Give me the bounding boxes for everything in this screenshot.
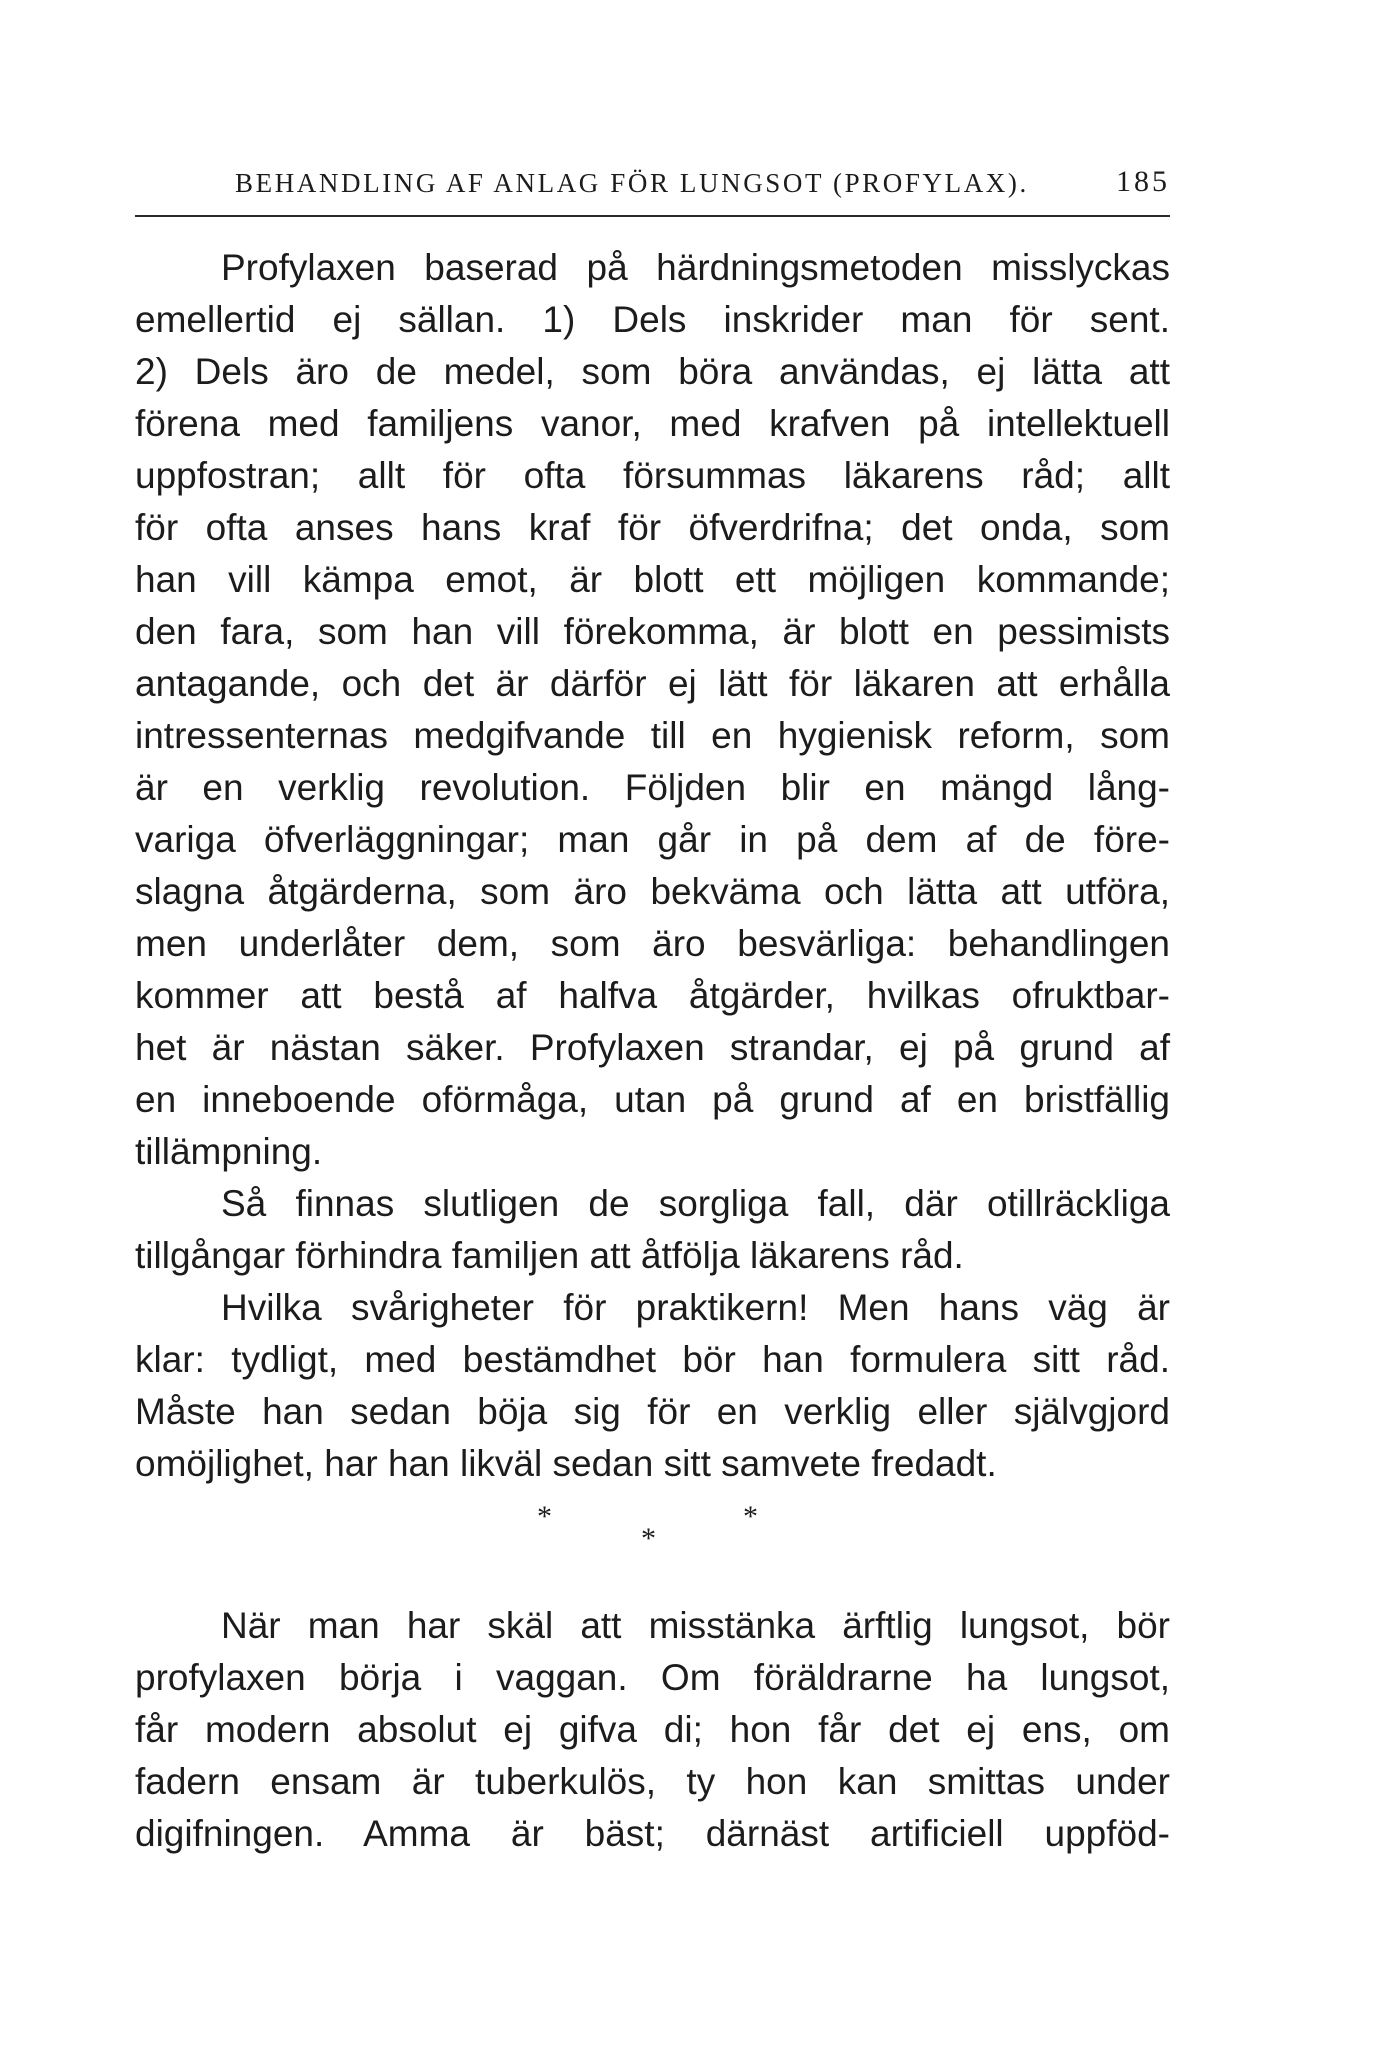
text-line: den fara, som han vill förekomma, är blott en pessimists	[135, 611, 1170, 652]
text-line: Profylaxen baserad på härdningsmetoden misslyckas	[221, 247, 1170, 288]
text-line: het är nästan säker. Profylaxen strandar, ej på grund af	[135, 1027, 1170, 1068]
text-line: förena med familjens vanor, med krafven på intellektuell	[135, 403, 1170, 444]
section-separator	[0, 1500, 1400, 1560]
text-line: han vill kämpa emot, är blott ett möjligen kommande;	[135, 559, 1170, 600]
text-line: variga öfverläggningar; man går in på dem af de före-	[135, 819, 1170, 860]
text-line: tillgångar förhindra familjen att åtfölja läkarens råd.	[135, 1235, 964, 1276]
text-line: Så finnas slutligen de sorgliga fall, där otillräckliga	[221, 1183, 1170, 1224]
text-line: omöjlighet, har han likväl sedan sitt samvete fredadt.	[135, 1443, 997, 1484]
asterisk: *	[537, 1500, 552, 1533]
header-rule	[135, 215, 1170, 217]
text-line: intressenternas medgifvande till en hygienisk reform, som	[135, 715, 1170, 756]
section-1-text	[135, 242, 1170, 1490]
section-2-text	[135, 1600, 1170, 1860]
text-line: När man har skäl att misstänka ärftlig lungsot, bör	[221, 1605, 1170, 1646]
asterisk: *	[743, 1500, 758, 1533]
running-title: BEHANDLING AF ANLAG FÖR LUNGSOT (PROFYLAX).	[235, 168, 1029, 198]
text-line: klar: tydligt, med bestämdhet bör han formulera sitt råd.	[135, 1339, 1170, 1380]
running-header	[135, 165, 1170, 212]
text-line: för ofta anses hans kraf för öfverdrifna; det onda, som	[135, 507, 1170, 548]
text-line: antagande, och det är därför ej lätt för läkaren att erhålla	[135, 663, 1170, 704]
text-line: digifningen. Amma är bäst; därnäst artificiell uppföd-	[135, 1813, 1170, 1854]
text-line: en inneboende oförmåga, utan på grund af en bristfällig	[135, 1079, 1170, 1120]
text-line: tillämpning.	[135, 1131, 323, 1172]
text-line: Hvilka svårigheter för praktikern! Men hans väg är	[221, 1287, 1170, 1328]
text-line: är en verklig revolution. Följden blir en mängd lång-	[135, 767, 1170, 808]
text-line: slagna åtgärderna, som äro bekväma och lätta att utföra,	[135, 871, 1170, 912]
text-line: får modern absolut ej gifva di; hon får det ej ens, om	[135, 1709, 1170, 1750]
text-line: uppfostran; allt för ofta försummas läkarens råd; allt	[135, 455, 1170, 496]
text-line: men underlåter dem, som äro besvärliga: behandlingen	[135, 923, 1170, 964]
page-number: 185	[1116, 165, 1170, 198]
asterisk: *	[641, 1522, 656, 1555]
text-line: Måste han sedan böja sig för en verklig eller självgjord	[135, 1391, 1170, 1432]
text-line: fadern ensam är tuberkulös, ty hon kan smittas under	[135, 1761, 1170, 1802]
text-line: 2) Dels äro de medel, som böra användas, ej lätta att	[135, 351, 1170, 392]
text-line: emellertid ej sällan. 1) Dels inskrider man för sent.	[135, 299, 1170, 340]
text-line: kommer att bestå af halfva åtgärder, hvilkas ofruktbar-	[135, 975, 1170, 1016]
text-line: profylaxen börja i vaggan. Om föräldrarne ha lungsot,	[135, 1657, 1170, 1698]
